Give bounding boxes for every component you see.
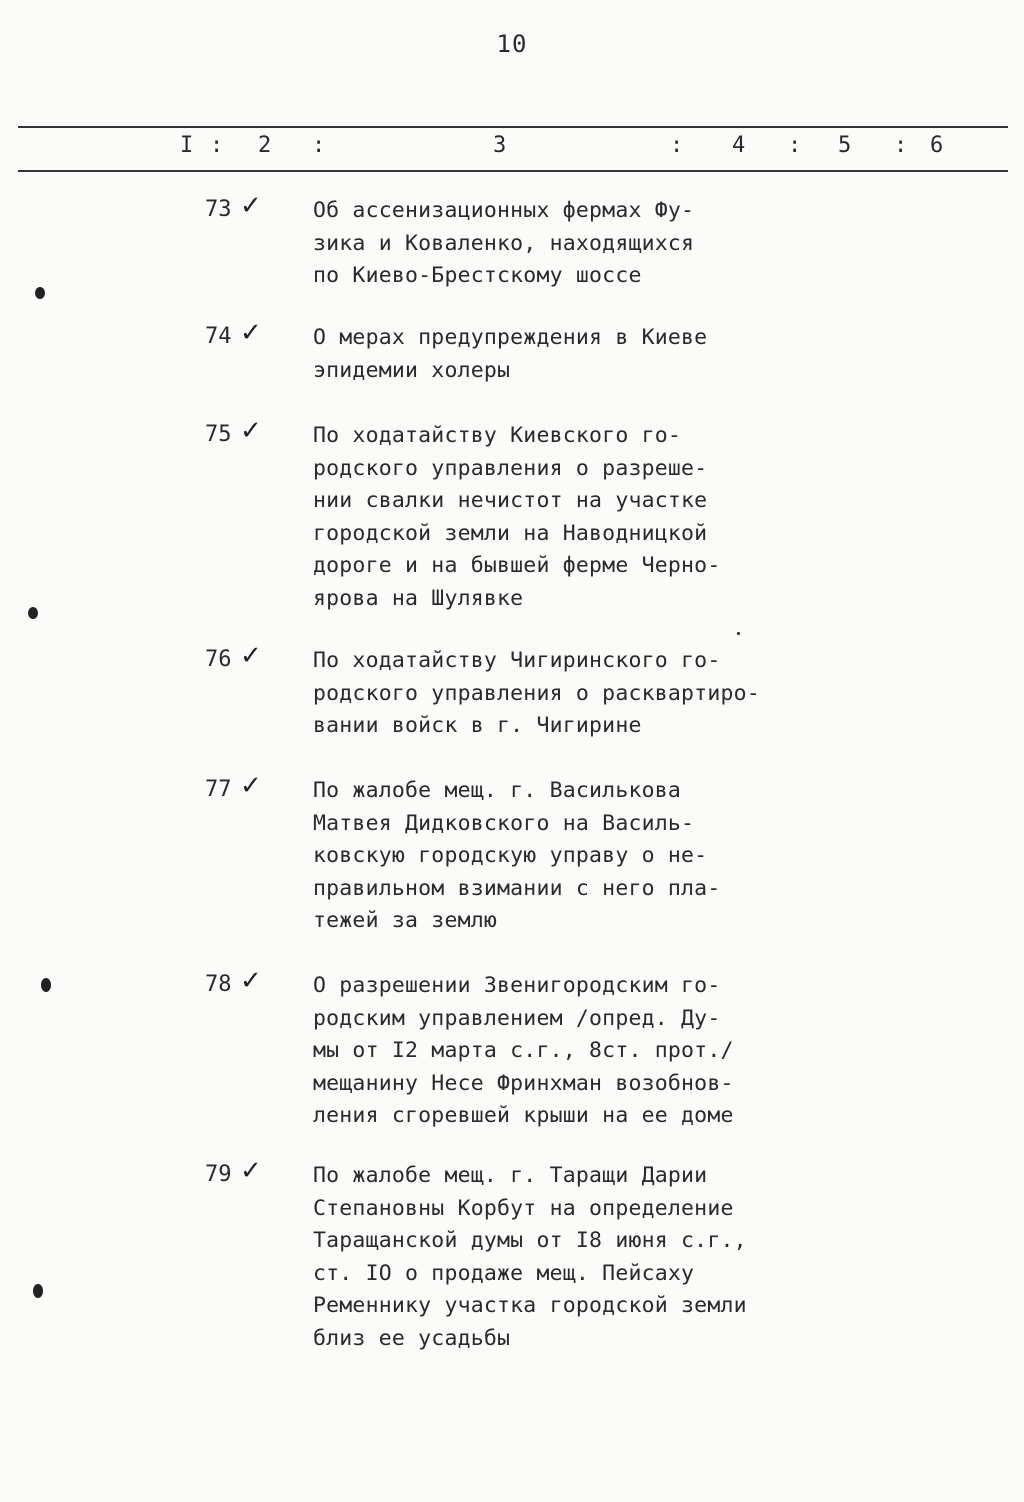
entry-text: [313, 645, 773, 743]
header-top-rule: [18, 126, 1008, 128]
text-line: правильном взимании с него пла-: [313, 875, 721, 901]
entry-text: [313, 195, 773, 293]
text-line: родского управления о разреше-: [313, 455, 708, 481]
entry-text: [313, 1160, 773, 1355]
scan-speck: [737, 632, 740, 635]
text-line: по Киево-Брестскому шоссе: [313, 263, 642, 288]
text-line: По ходатайству Киевского го-: [313, 423, 682, 448]
entry-text: [313, 775, 773, 938]
text-line: мы от I2 марта с.г., 8ст. прот./: [313, 1038, 734, 1063]
column-header-5: 5: [838, 133, 852, 158]
entry-number: 73: [205, 197, 232, 222]
text-line: городской земли на Наводницкой: [313, 520, 708, 546]
text-line: нии свалки нечистот на участке: [313, 488, 708, 513]
scan-speck: [35, 287, 45, 299]
text-line: родским управлением /опред. Ду-: [313, 1005, 721, 1031]
text-line: О мерах предупреждения в Киеве: [313, 325, 708, 350]
check-mark-icon: ✓: [240, 1156, 262, 1186]
check-mark-icon: ✓: [240, 771, 262, 801]
text-line: ления сгоревшей крыши на ее доме: [313, 1103, 734, 1128]
text-line: ярова на Шулявке: [313, 585, 524, 611]
check-mark-icon: ✓: [240, 318, 262, 348]
text-line: ст. IO о продаже мещ. Пейсаху: [313, 1260, 695, 1286]
column-header-4: 4: [732, 133, 746, 158]
entry-number: 79: [205, 1162, 232, 1187]
column-header-6: 6: [930, 133, 944, 158]
page-number: 10: [496, 30, 528, 58]
text-line: Таращанской думы от I8 июня с.г.,: [313, 1228, 747, 1253]
text-line: вании войск в г. Чигирине: [313, 713, 642, 738]
entry-number: 78: [205, 972, 232, 997]
text-line: дороге и на бывшей ферме Черно-: [313, 553, 721, 578]
text-line: тежей за землю: [313, 908, 498, 933]
check-mark-icon: ✓: [240, 191, 262, 221]
column-header-1: I: [180, 133, 194, 158]
check-mark-icon: ✓: [240, 641, 262, 671]
text-line: Ременнику участка городской земли: [313, 1293, 747, 1318]
column-header-3: 3: [493, 133, 507, 158]
entry-text: [313, 322, 773, 387]
text-line: близ ее усадьбы: [313, 1325, 511, 1351]
entry-number: 76: [205, 647, 232, 672]
scan-speck: [41, 978, 51, 992]
scan-speck: [28, 607, 38, 619]
text-line: Об ассенизационных фермах Фу-: [313, 198, 695, 223]
text-line: ковскую городскую управу о не-: [313, 843, 708, 868]
header-bottom-rule: [18, 170, 1008, 172]
entry-text: [313, 420, 773, 615]
check-mark-icon: ✓: [240, 416, 262, 446]
entry-number: 77: [205, 777, 232, 802]
text-line: мещанину Несе Фринхман возобнов-: [313, 1070, 734, 1096]
scan-speck: [33, 1284, 43, 1298]
text-line: По жалобе мещ. г. Таращи Дарии: [313, 1163, 708, 1188]
text-line: Степановны Корбут на определение: [313, 1195, 734, 1221]
entry-number: 75: [205, 422, 232, 447]
column-header-2: 2: [258, 133, 272, 158]
text-line: родского управления о расквартиро-: [313, 680, 760, 706]
text-line: По жалобе мещ. г. Василькова: [313, 778, 682, 803]
text-line: По ходатайству Чигиринского го-: [313, 648, 721, 673]
text-line: Матвея Дидковского на Василь-: [313, 810, 695, 836]
entry-text: [313, 970, 773, 1133]
entry-number: 74: [205, 324, 232, 349]
text-line: зика и Коваленко, находящихся: [313, 230, 695, 256]
text-line: О разрешении Звенигородским го-: [313, 973, 721, 998]
text-line: эпидемии холеры: [313, 357, 511, 383]
check-mark-icon: ✓: [240, 966, 262, 996]
